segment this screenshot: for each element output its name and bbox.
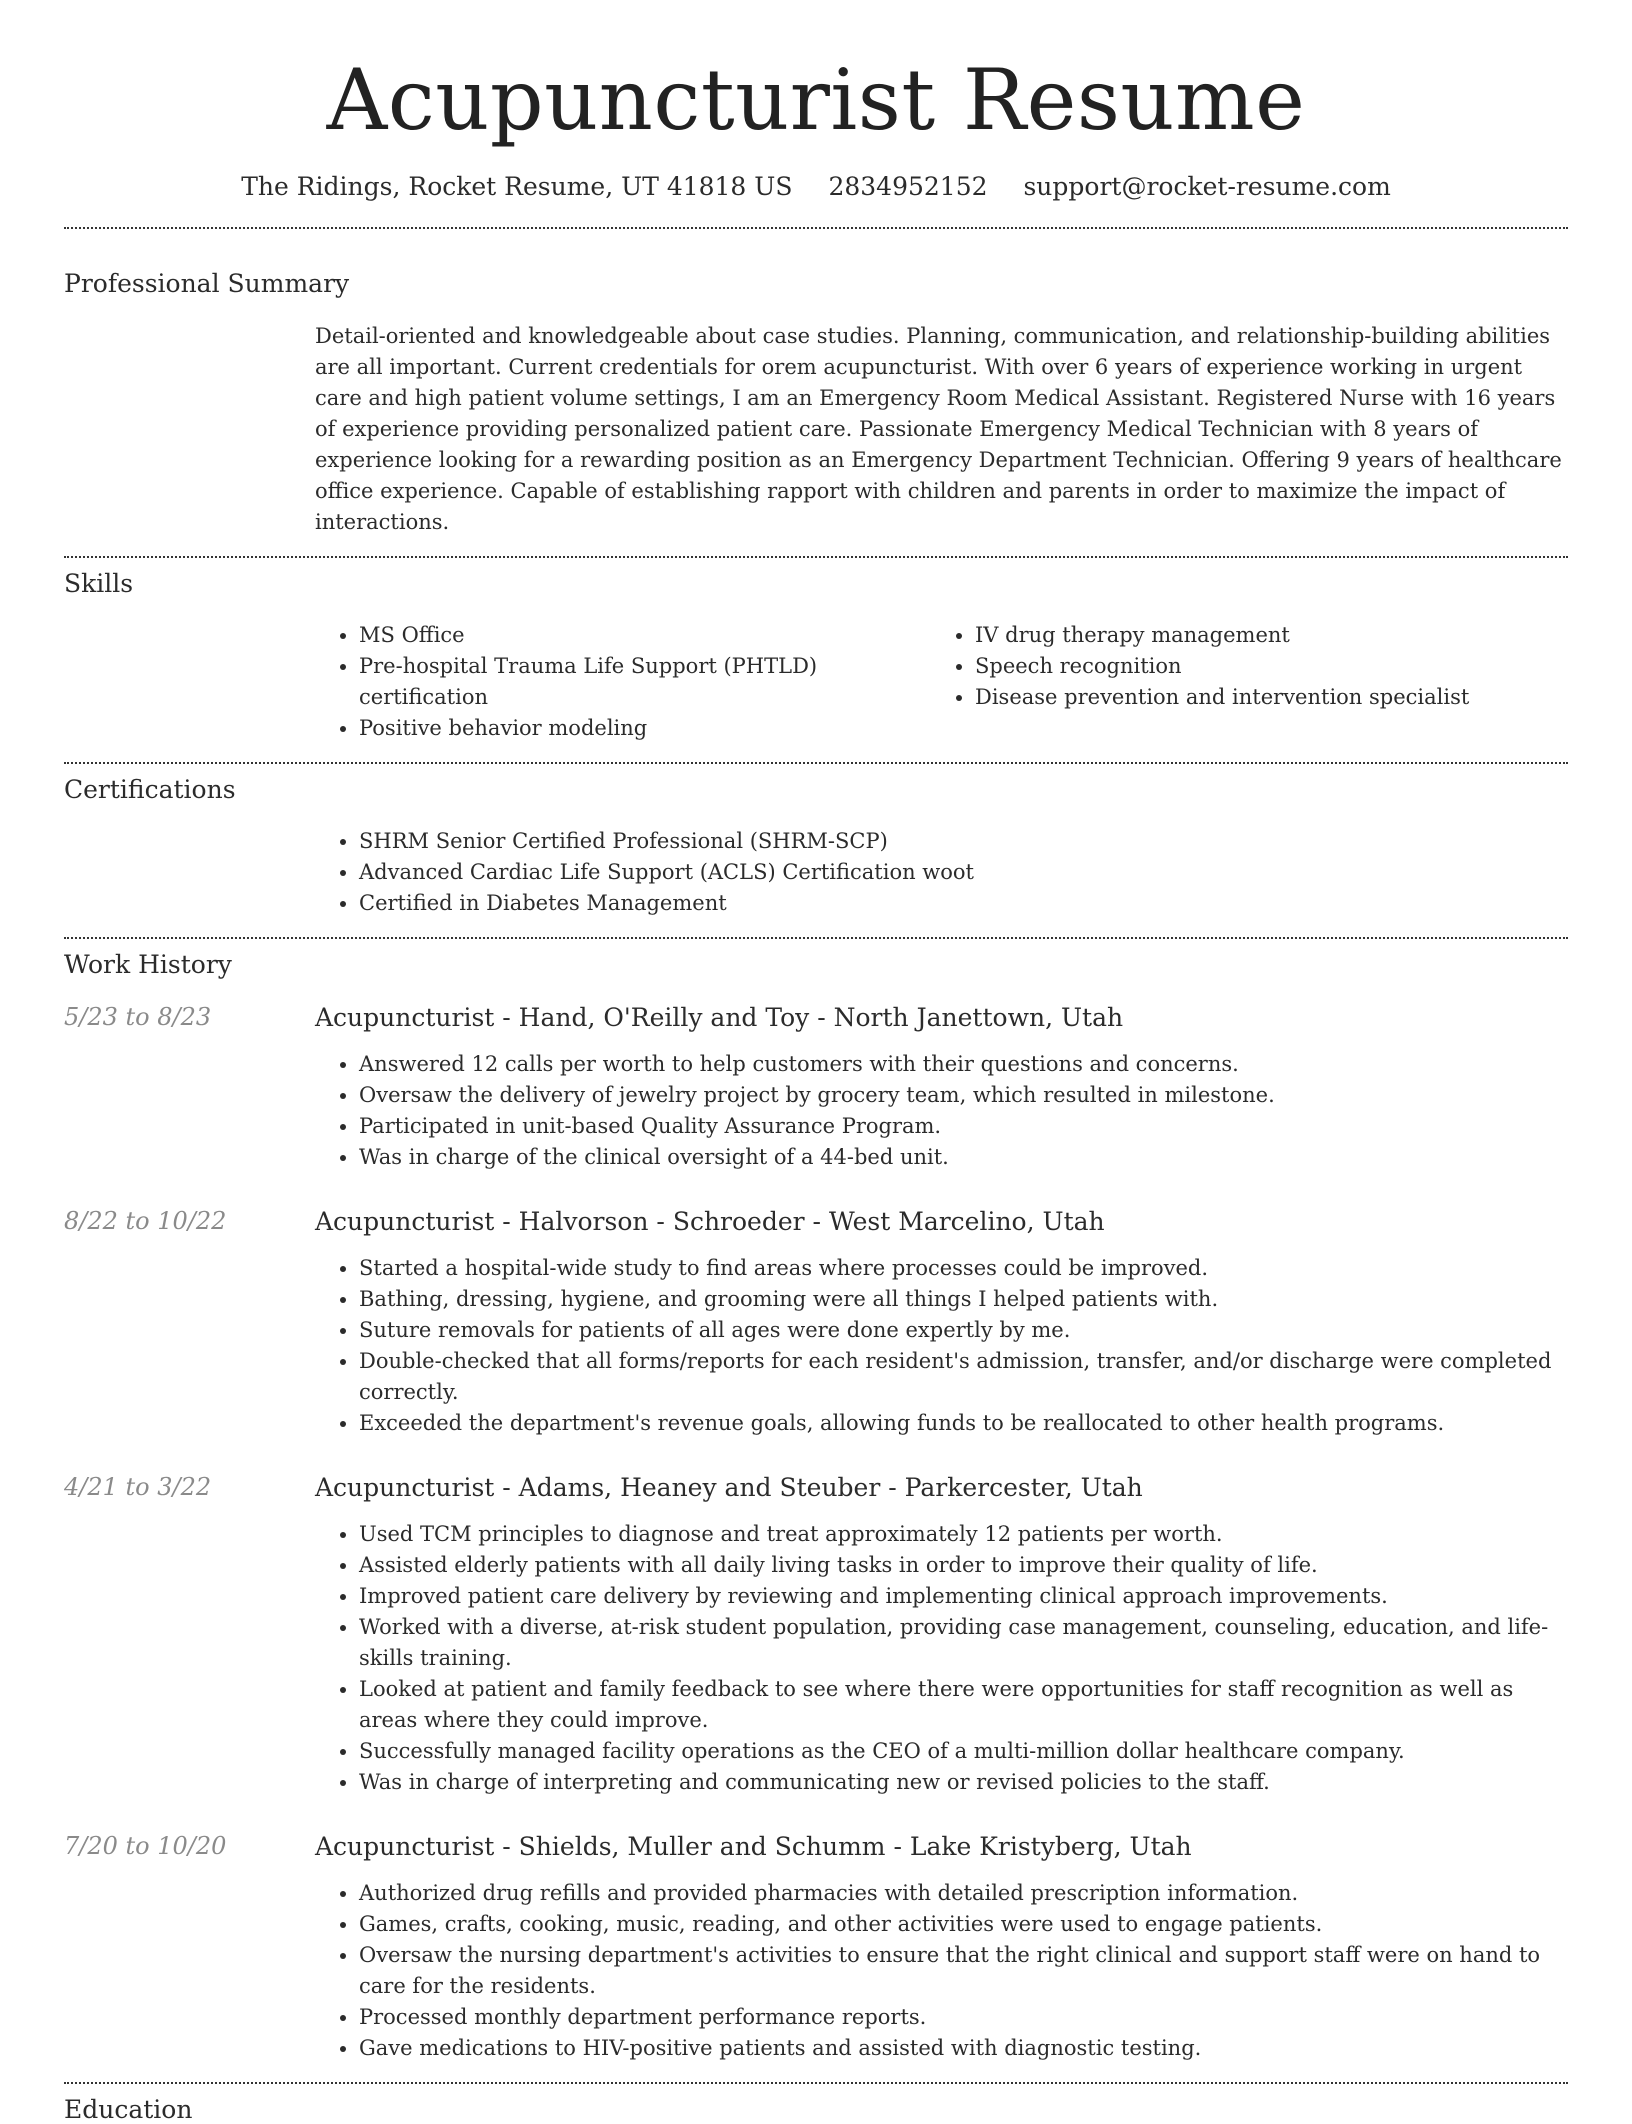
job-bullet: • Started a hospital-wide study to find areas where processes could be improved. xyxy=(359,1253,1568,1284)
certifications-list xyxy=(315,826,1568,919)
job-dates: 8/22 to 10/22 xyxy=(64,1207,227,1235)
job-bullets xyxy=(315,1878,1568,2064)
section-heading-education: Education xyxy=(64,2095,193,2124)
job-bullet: • Bathing, dressing, hygiene, and grooming were all things I helped patients with. xyxy=(359,1284,1568,1315)
section-heading-certifications: Certifications xyxy=(64,775,236,804)
certification-item: • Certified in Diabetes Management xyxy=(359,888,1568,919)
skill-item: • IV drug therapy management xyxy=(975,620,1469,651)
job-entry xyxy=(64,1473,1568,1798)
job-dates: 7/20 to 10/20 xyxy=(64,1832,227,1860)
skills-column-1 xyxy=(315,620,931,744)
job-dates: 5/23 to 8/23 xyxy=(64,1003,212,1031)
skill-item: • Positive behavior modeling xyxy=(359,713,931,744)
contact-email: support@rocket-resume.com xyxy=(1023,172,1391,201)
job-bullet: • Used TCM principles to diagnose and treat approximately 12 patients per worth. xyxy=(359,1519,1568,1550)
skill-item: • Pre-hospital Trauma Life Support (PHTLD) certification xyxy=(359,651,931,713)
job-bullet: • Answered 12 calls per worth to help customers with their questions and concerns. xyxy=(359,1049,1568,1080)
job-bullet: • Participated in unit-based Quality Assurance Program. xyxy=(359,1111,1568,1142)
skill-item: • Speech recognition xyxy=(975,651,1469,682)
education-section xyxy=(64,2095,1568,2124)
job-bullet: • Oversaw the nursing department's activities to ensure that the right clinical and support staff were on hand to care for the residents. xyxy=(359,1940,1568,2002)
section-heading-summary: Professional Summary xyxy=(64,269,350,298)
job-bullet: • Games, crafts, cooking, music, reading, and other activities were used to engage patients. xyxy=(359,1909,1568,1940)
job-entry xyxy=(64,1207,1568,1439)
skills-section xyxy=(64,569,1568,744)
divider xyxy=(64,2082,1568,2084)
divider xyxy=(64,762,1568,764)
job-bullet: • Gave medications to HIV-positive patients and assisted with diagnostic testing. xyxy=(359,2033,1568,2064)
skill-item: • MS Office xyxy=(359,620,931,651)
resume-page xyxy=(64,0,1568,2124)
job-entry xyxy=(64,1832,1568,2064)
job-bullet: • Oversaw the delivery of jewelry project by grocery team, which resulted in milestone. xyxy=(359,1080,1568,1111)
job-entry xyxy=(64,1003,1568,1173)
job-bullet: • Worked with a diverse, at-risk student population, providing case management, counseling, education, and life-skills training. xyxy=(359,1612,1568,1674)
contact-address: The Ridings, Rocket Resume, UT 41818 US xyxy=(241,172,793,201)
job-bullets xyxy=(315,1253,1568,1439)
divider xyxy=(64,556,1568,558)
section-heading-skills: Skills xyxy=(64,569,134,598)
job-bullet: • Exceeded the department's revenue goals, allowing funds to be reallocated to other health programs. xyxy=(359,1408,1568,1439)
job-title: Acupuncturist - Halvorson - Schroeder - West Marcelino, Utah xyxy=(315,1207,1105,1236)
certification-item: • SHRM Senior Certified Professional (SHRM-SCP) xyxy=(359,826,1568,857)
job-bullet: • Authorized drug refills and provided pharmacies with detailed prescription information. xyxy=(359,1878,1568,1909)
job-bullet: • Successfully managed facility operations as the CEO of a multi-million dollar healthcare company. xyxy=(359,1736,1568,1767)
section-heading-work-history: Work History xyxy=(64,950,232,979)
divider xyxy=(64,937,1568,939)
job-bullet: • Assisted elderly patients with all daily living tasks in order to improve their quality of life. xyxy=(359,1550,1568,1581)
skill-item: • Disease prevention and intervention specialist xyxy=(975,682,1469,713)
job-bullets xyxy=(315,1519,1568,1798)
job-bullet: • Looked at patient and family feedback to see where there were opportunities for staff recognition as well as areas where they could improve. xyxy=(359,1674,1568,1736)
job-bullet: • Was in charge of interpreting and communicating new or revised policies to the staff. xyxy=(359,1767,1568,1798)
skills-column-2 xyxy=(931,620,1469,744)
summary-text: Detail-oriented and knowledgeable about case studies. Planning, communication, and relationship-building abilities are all important. Current credentials for orem acupuncturist. With over 6 years of experience working in urgent care and high patient volume settings, I am an Emergency Room Medical Assistant. Registered Nurse with 16 years of experience providing personalized patient care. Passionate Emergency Medical Technician with 8 years of experience looking for a rewarding position as an Emergency Department Technician. Offering 9 years of healthcare office experience. Capable of establishing rapport with children and parents in order to maximize the impact of interactions. xyxy=(315,324,1562,534)
contact-phone: 2834952152 xyxy=(828,172,988,201)
contact-line xyxy=(64,172,1568,201)
job-title: Acupuncturist - Shields, Muller and Schumm - Lake Kristyberg, Utah xyxy=(315,1832,1192,1861)
certification-item: • Advanced Cardiac Life Support (ACLS) Certification woot xyxy=(359,857,1568,888)
job-title: Acupuncturist - Adams, Heaney and Steuber - Parkercester, Utah xyxy=(315,1473,1143,1502)
job-bullet: • Improved patient care delivery by reviewing and implementing clinical approach improvements. xyxy=(359,1581,1568,1612)
skills-list xyxy=(315,620,1568,744)
job-bullet: • Suture removals for patients of all ages were done expertly by me. xyxy=(359,1315,1568,1346)
job-bullet: • Was in charge of the clinical oversight of a 44-bed unit. xyxy=(359,1142,1568,1173)
job-title: Acupuncturist - Hand, O'Reilly and Toy - North Janettown, Utah xyxy=(315,1003,1124,1032)
work-history-section xyxy=(64,950,1568,2064)
job-bullet: • Double-checked that all forms/reports for each resident's admission, transfer, and/or discharge were completed correctly. xyxy=(359,1346,1568,1408)
job-bullets xyxy=(315,1049,1568,1173)
job-dates: 4/21 to 3/22 xyxy=(64,1473,212,1501)
summary-section xyxy=(64,269,1568,538)
certifications-section xyxy=(64,775,1568,919)
job-bullet: • Processed monthly department performance reports. xyxy=(359,2002,1568,2033)
divider xyxy=(64,227,1568,229)
page-title: Acupuncturist Resume xyxy=(326,51,1306,149)
